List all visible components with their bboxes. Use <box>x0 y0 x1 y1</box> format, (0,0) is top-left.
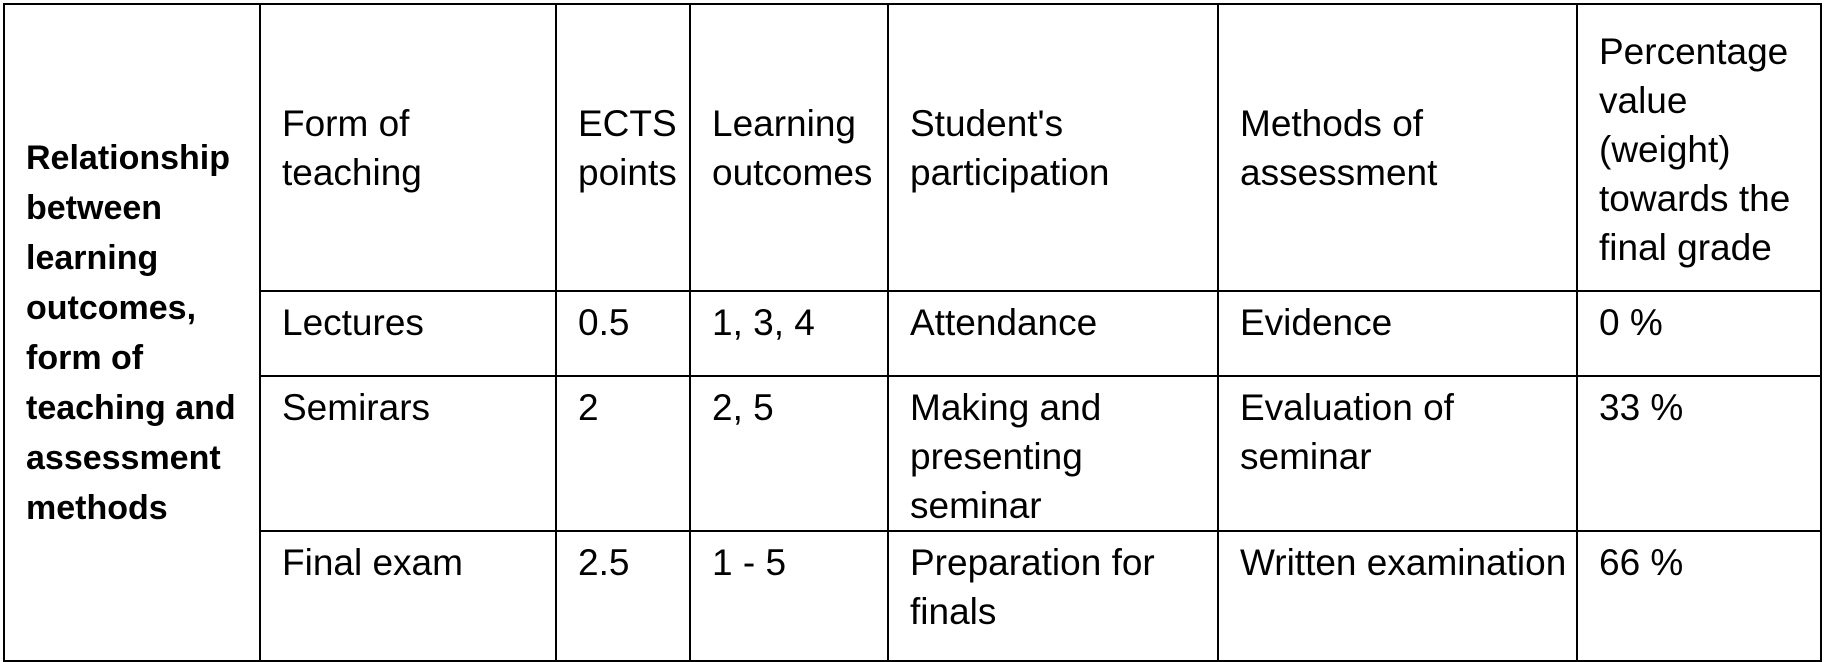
cell-ects-points: 0.5 <box>556 291 690 376</box>
header-methods-of-assessment: Methods of assessment <box>1218 4 1577 291</box>
cell-ects-points: 2.5 <box>556 531 690 661</box>
cell-percentage-weight: 66 % <box>1577 531 1821 661</box>
side-label-cell <box>4 4 260 661</box>
table-row <box>4 376 1821 531</box>
cell-learning-outcomes: 1 - 5 <box>690 531 888 661</box>
cell-form-of-teaching: Semirars <box>260 376 556 531</box>
cell-learning-outcomes: 2, 5 <box>690 376 888 531</box>
header-percentage-weight: Percentage value (weight) towards the final grade <box>1577 4 1821 291</box>
cell-form-of-teaching: Final exam <box>260 531 556 661</box>
table-row <box>4 531 1821 661</box>
header-student-participation: Student's participation <box>888 4 1218 291</box>
assessment-table <box>3 3 1822 662</box>
cell-methods-of-assessment: Evidence <box>1218 291 1577 376</box>
side-label: Relationship between learning outcomes, form of teaching and assessment methods <box>26 138 236 527</box>
cell-percentage-weight: 0 % <box>1577 291 1821 376</box>
cell-percentage-weight: 33 % <box>1577 376 1821 531</box>
header-form-of-teaching: Form of teaching <box>260 4 556 291</box>
cell-student-participation: Making and presenting seminar <box>888 376 1218 531</box>
header-learning-outcomes: Learning outcomes <box>690 4 888 291</box>
table-row <box>4 291 1821 376</box>
header-ects-points: ECTS points <box>556 4 690 291</box>
cell-form-of-teaching: Lectures <box>260 291 556 376</box>
cell-learning-outcomes: 1, 3, 4 <box>690 291 888 376</box>
cell-student-participation: Attendance <box>888 291 1218 376</box>
header-row <box>4 4 1821 291</box>
cell-ects-points: 2 <box>556 376 690 531</box>
cell-methods-of-assessment: Written examination <box>1218 531 1577 661</box>
cell-methods-of-assessment: Evaluation of seminar <box>1218 376 1577 531</box>
cell-student-participation: Preparation for finals <box>888 531 1218 661</box>
